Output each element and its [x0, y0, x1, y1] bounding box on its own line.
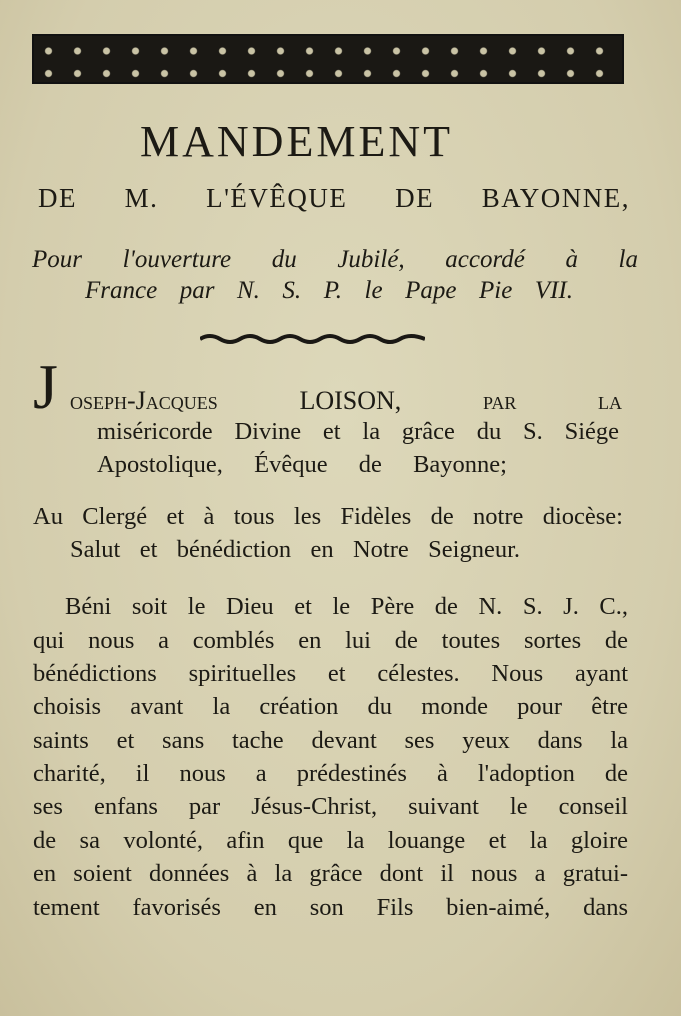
paragraph-line: en soient données à la grâce dont il nous a gratui-: [33, 860, 628, 887]
paragraph-line: choisis avant la création du monde pour être: [33, 693, 628, 720]
purpose-line: France par N. S. P. le Pape Pie VII.: [85, 277, 573, 304]
salutation-line: Apostolique, Évêque de Bayonne;: [97, 451, 507, 478]
purpose-line: Pour l'ouverture du Jubilé, accordé à la: [32, 246, 638, 273]
salutation-line: miséricorde Divine et la grâce du S. Siége: [97, 418, 619, 445]
paragraph-line: qui nous a comblés en lui de toutes sortes de: [33, 627, 628, 654]
bishop-name-line: oseph-Jacques LOISON, par la: [70, 386, 622, 415]
paragraph-line: charité, il nous a prédestinés à l'adoption de: [33, 760, 628, 787]
paragraph-line: saints et sans tache devant ses yeux dans la: [33, 727, 628, 754]
paragraph-line: bénédictions spirituelles et célestes. Nous ayant: [33, 660, 628, 687]
paragraph-line: Béni soit le Dieu et le Père de N. S. J. C.,: [65, 593, 628, 620]
ornament-divider: [200, 333, 425, 345]
address-line: Au Clergé et à tous les Fidèles de notre diocèse:: [33, 503, 623, 530]
page-title: MANDEMENT: [140, 117, 453, 166]
subtitle: DE M. L'ÉVÊQUE DE BAYONNE,: [38, 183, 630, 213]
paragraph-line: ses enfans par Jésus-Christ, suivant le conseil: [33, 793, 628, 820]
paragraph-line: tement favorisés en son Fils bien-aimé, dans: [33, 894, 628, 921]
address-line: Salut et bénédiction en Notre Seigneur.: [70, 536, 520, 563]
paragraph-line: de sa volonté, afin que la louange et la gloire: [33, 827, 628, 854]
ornamental-header-band: [32, 34, 624, 84]
drop-cap: J: [33, 351, 58, 422]
